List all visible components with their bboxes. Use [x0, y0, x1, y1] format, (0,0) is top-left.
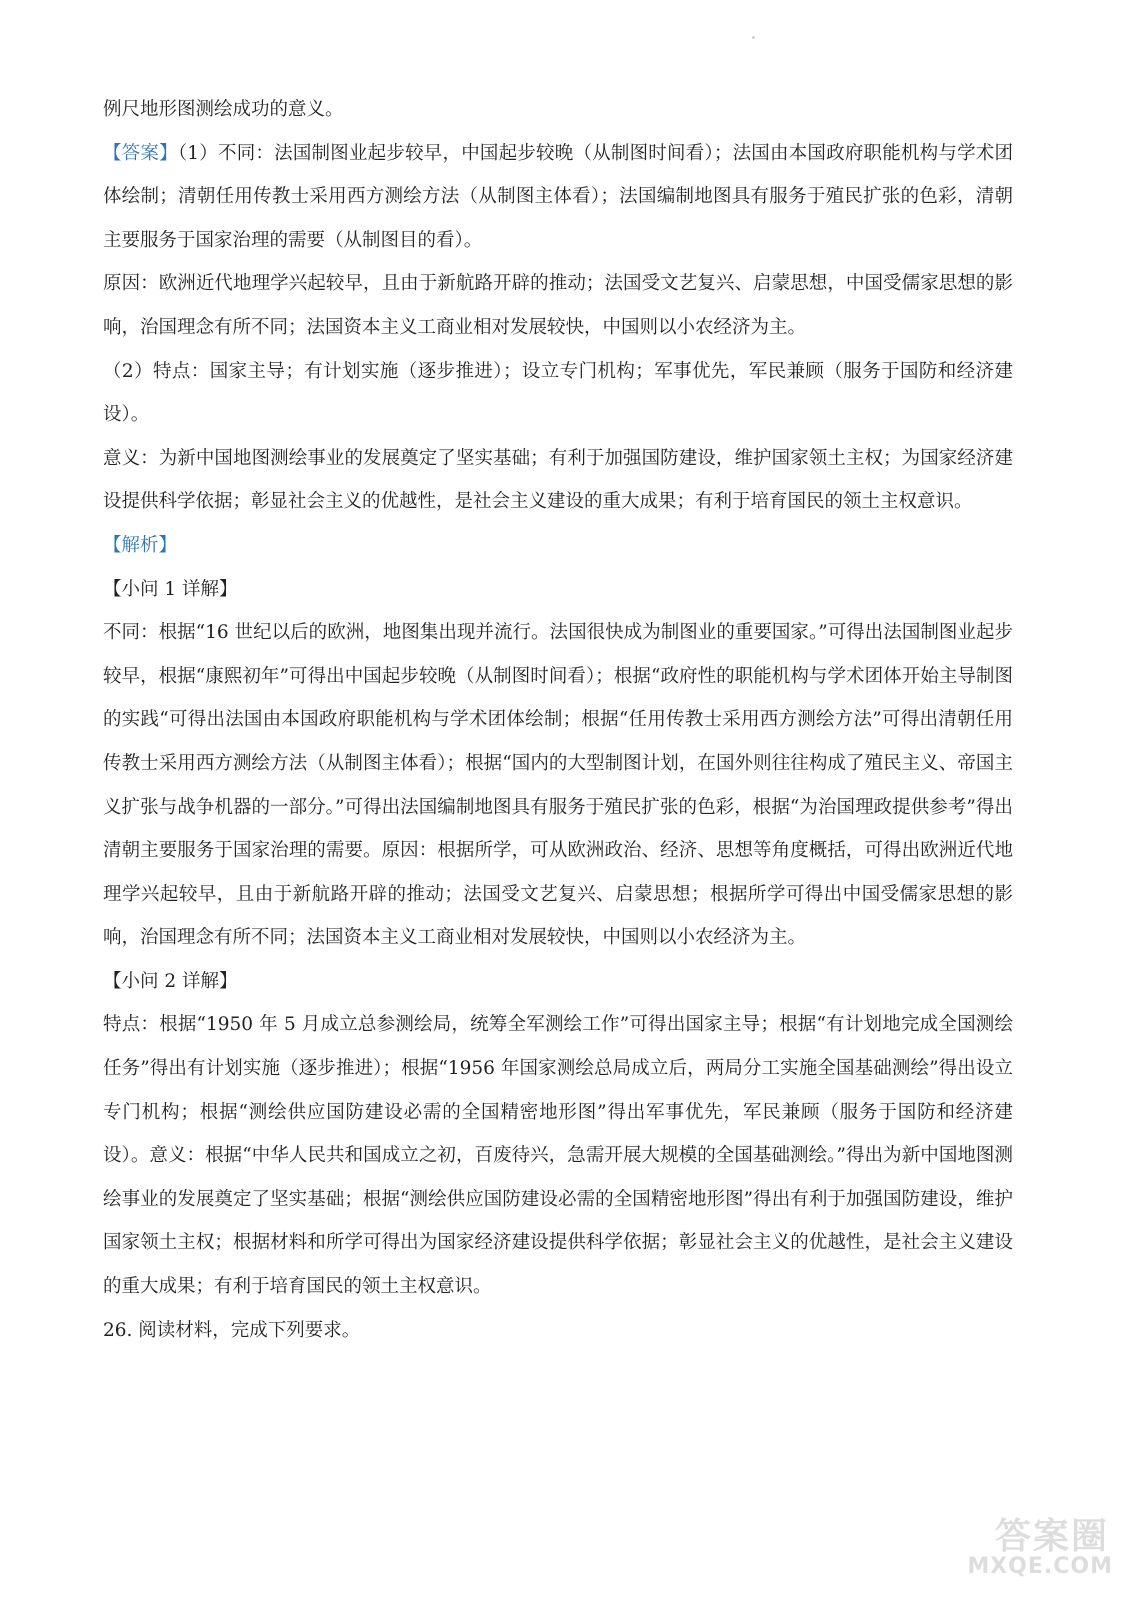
watermark-domain: MXQE.COM — [967, 1554, 1113, 1579]
question-tail-line: 例尺地形图测绘成功的意义。 — [103, 99, 344, 120]
answer-paragraph-4: 意义：为新中国地图测绘事业的发展奠定了坚实基础；有利于加强国防建设，维护国家领土主权；为国家经济建设提供科学依据；彰显社会主义的优越性，是社会主义建设的重大成果；有利于培育国民的领土主权意识。 — [103, 447, 1013, 513]
answer-paragraph-3: （2）特点：国家主导；有计划实施（逐步推进）；设立专门机构；军事优先，军民兼顾（服务于国防和经济建设）。 — [103, 360, 1013, 426]
watermark-logo — [967, 1508, 1117, 1588]
answer-tag: 【答案】 — [103, 142, 178, 164]
sub-question-2-title: 【小问 2 详解】 — [103, 970, 238, 992]
sub-question-1-title: 【小问 1 详解】 — [103, 578, 238, 600]
scan-speck — [752, 36, 755, 39]
sub-question-1-body: 不同：根据“16 世纪以后的欧洲，地图集出现并流行。法国很快成为制图业的重要国家。”可得出法国制图业起步较早，根据“康熙初年”可得出中国起步较晚（从制图时间看）；根据“政府性的职能机构与学术团体开始主导制图的实践“可得出法国由本国政府职能机构与学术团体绘制；根据“任用传教士采用西方测绘方法”可得出清朝任用传教士采用西方测绘方法（从制图主体看）；根据“国内的大型制图计划，在国外则往往构成了殖民主义、帝国主义扩张与战争机器的一部分。”可得出法国编制地图具有服务于殖民扩张的色彩，根据“为治国理政提供参考”得出清朝主要服务于国家治理的需要。原因：根据所学，可从欧洲政治、经济、思想等角度概括，可得出欧洲近代地理学兴起较早，且由于新航路开辟的推动；法国受文艺复兴、启蒙思想；根据所学可得出中国受儒家思想的影响，治国理念有所不同；法国资本主义工商业相对发展较快，中国则以小农经济为主。 — [103, 622, 1013, 949]
analysis-tag: 【解析】 — [103, 534, 178, 556]
question-26-prompt: 26. 阅读材料，完成下列要求。 — [103, 1319, 361, 1341]
answer-paragraph-1 — [103, 132, 1013, 263]
answer-text-1: （1）不同：法国制图业起步较早，中国起步较晚（从制图时间看）；法国由本国政府职能机构与学术团体绘制；清朝任用传教士采用西方测绘方法（从制图主体看）；法国编制地图具有服务于殖民扩张的色彩，清朝主要服务于国家治理的需要（从制图目的看）。 — [103, 142, 1013, 251]
sub-question-2-body: 特点：根据“1950 年 5 月成立总参测绘局，统筹全军测绘工作”可得出国家主导；根据“有计划地完成全国测绘任务”得出有计划实施（逐步推进）；根据“1956 年国家测绘总局成立后，两局分工实施全国基础测绘”得出设立专门机构；根据“测绘供应国防建设必需的全国精密地形图”得出军事优先，军民兼顾（服务于国防和经济建设）。意义：根据“中华人民共和国成立之初，百废待兴，急需开展大规模的全国基础测绘。”得出为新中国地图测绘事业的发展奠定了坚实基础；根据“测绘供应国防建设必需的全国精密地形图”得出有利于加强国防建设，维护国家领土主权；根据材料和所学可得出为国家经济建设提供科学依据；彰显社会主义的优越性，是社会主义建设的重大成果；有利于培育国民的领土主权意识。 — [103, 1014, 1013, 1298]
answer-paragraph-2: 原因：欧洲近代地理学兴起较早，且由于新航路开辟的推动；法国受文艺复兴、启蒙思想，中国受儒家思想的影响，治国理念有所不同；法国资本主义工商业相对发展较快，中国则以小农经济为主。 — [103, 273, 1013, 338]
document-body — [103, 88, 1013, 1352]
watermark-title: 答案圈 — [994, 1516, 1109, 1557]
